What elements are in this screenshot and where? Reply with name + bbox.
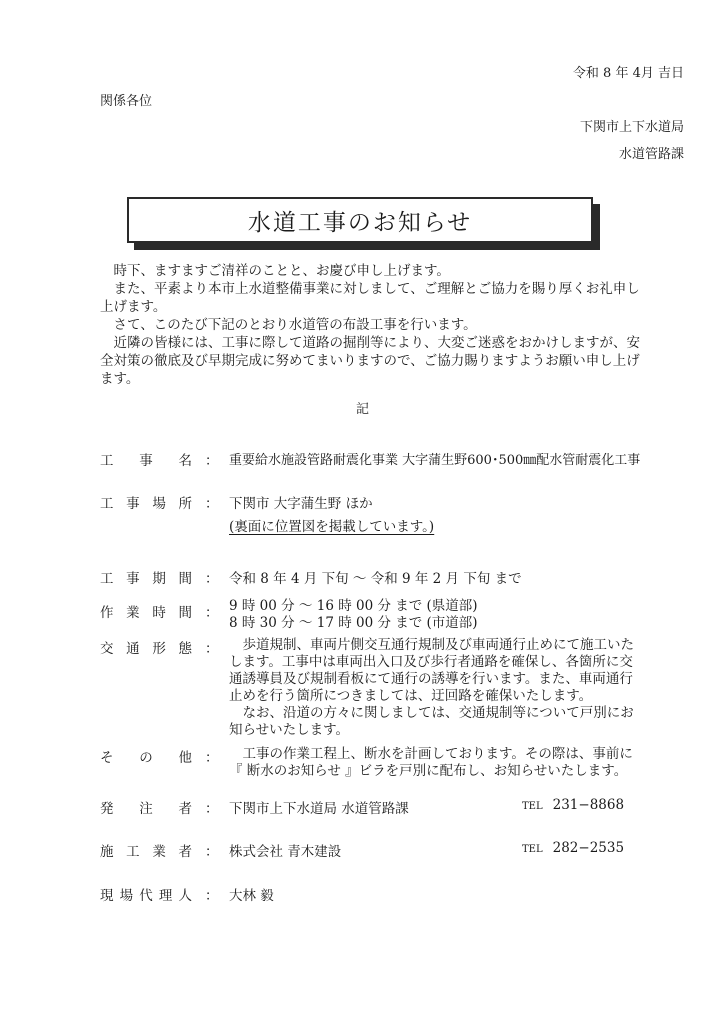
- tel-icon: TEL: [522, 801, 543, 812]
- contractor-phone: [522, 840, 624, 856]
- issuer-organization: 下関市上下水道局: [579, 120, 684, 135]
- document-title: 水道工事のお知らせ: [247, 209, 473, 236]
- intro-paragraph: また、平素より本市上水道整備事業に対しまして、ご理解とご協力を賜り厚くお礼申し上げます。: [100, 281, 640, 315]
- label-contractor: 施 工 業 者: [100, 844, 192, 860]
- label-hours: 作 業 時 間: [100, 605, 192, 621]
- orderer-value: 下関市上下水道局 水道管路課: [229, 801, 409, 817]
- colon: ：: [205, 750, 219, 766]
- issuer-department: 水道管路課: [618, 147, 684, 162]
- label-period: 工 事 期 間: [100, 571, 192, 587]
- title-frame: [127, 197, 597, 247]
- colon: ：: [205, 641, 219, 657]
- label-site-agent: 現 場 代 理 人: [100, 888, 192, 904]
- hours-city-road: 8 時 30 分 〜 17 時 00 分 まで (市道部): [229, 615, 478, 631]
- notice-date: 令和 8 年 4月 吉日: [572, 66, 684, 81]
- colon: ：: [205, 605, 219, 621]
- traffic-notice: なお、沿道の方々に関しましては、交通規制等について戸別にお知らせいたします。: [229, 705, 634, 738]
- colon: ：: [205, 496, 219, 512]
- location-value: 下関市 大字蒲生野 ほか: [229, 496, 373, 512]
- intro-paragraph: 近隣の皆様には、工事に際して道路の掘削等により、大変ご迷惑をおかけしますが、安全対策の徹底及び早期完成に努めてまいりますので、ご協力賜りますようお願い申し上げます。: [100, 335, 640, 387]
- label-other: そ の 他: [100, 750, 192, 766]
- recipient: 関係各位: [100, 94, 153, 109]
- traffic-description: 歩道規制、車両片側交互通行規制及び車両通行止めにて施工いたします。工事中は車両出入口及び歩行者通路を確保し、各箇所に交通誘導員及び規制看板にて通行の誘導を行います。また、車両通行止めを行う箇所につきましては、迂回路を確保いたします。: [229, 637, 634, 704]
- other-description: 工事の作業工程上、断水を計画しております。その際は、事前に『 断水のお知らせ 』ビラを戸別に配布し、お知らせいたします。: [229, 746, 633, 779]
- label-project-name: 工 事 名: [100, 453, 192, 469]
- site-agent-value: 大林 毅: [229, 888, 274, 904]
- colon: ：: [205, 888, 219, 904]
- colon: ：: [205, 453, 219, 469]
- intro-paragraph: さて、このたび下記のとおり水道管の布設工事を行います。: [113, 317, 477, 333]
- contractor-value: 株式会社 青木建設: [229, 844, 342, 860]
- intro-text: [100, 262, 645, 388]
- ki-mark: 記: [356, 402, 370, 417]
- title-box: [127, 197, 593, 243]
- label-orderer: 発 注 者: [100, 801, 192, 817]
- label-traffic: 交 通 形 態: [100, 641, 192, 657]
- orderer-phone-number: 231−8868: [552, 797, 625, 813]
- period-value: 令和 8 年 4 月 下旬 〜 令和 9 年 2 月 下旬 まで: [229, 571, 522, 587]
- orderer-phone: [522, 797, 624, 813]
- location-note: (裏面に位置図を掲載しています。): [229, 519, 435, 535]
- intro-paragraph: 時下、ますますご清祥のことと、お慶び申し上げます。: [113, 263, 450, 279]
- contractor-phone-number: 282−2535: [552, 840, 625, 856]
- colon: ：: [205, 844, 219, 860]
- project-name-value: 重要給水施設管路耐震化事業 大字蒲生野600･500㎜配水管耐震化工事: [229, 453, 641, 468]
- colon: ：: [205, 801, 219, 817]
- hours-prefectural-road: 9 時 00 分 〜 16 時 00 分 まで (県道部): [229, 598, 478, 614]
- label-location: 工 事 場 所: [100, 496, 192, 512]
- tel-icon: TEL: [522, 844, 543, 855]
- colon: ：: [205, 571, 219, 587]
